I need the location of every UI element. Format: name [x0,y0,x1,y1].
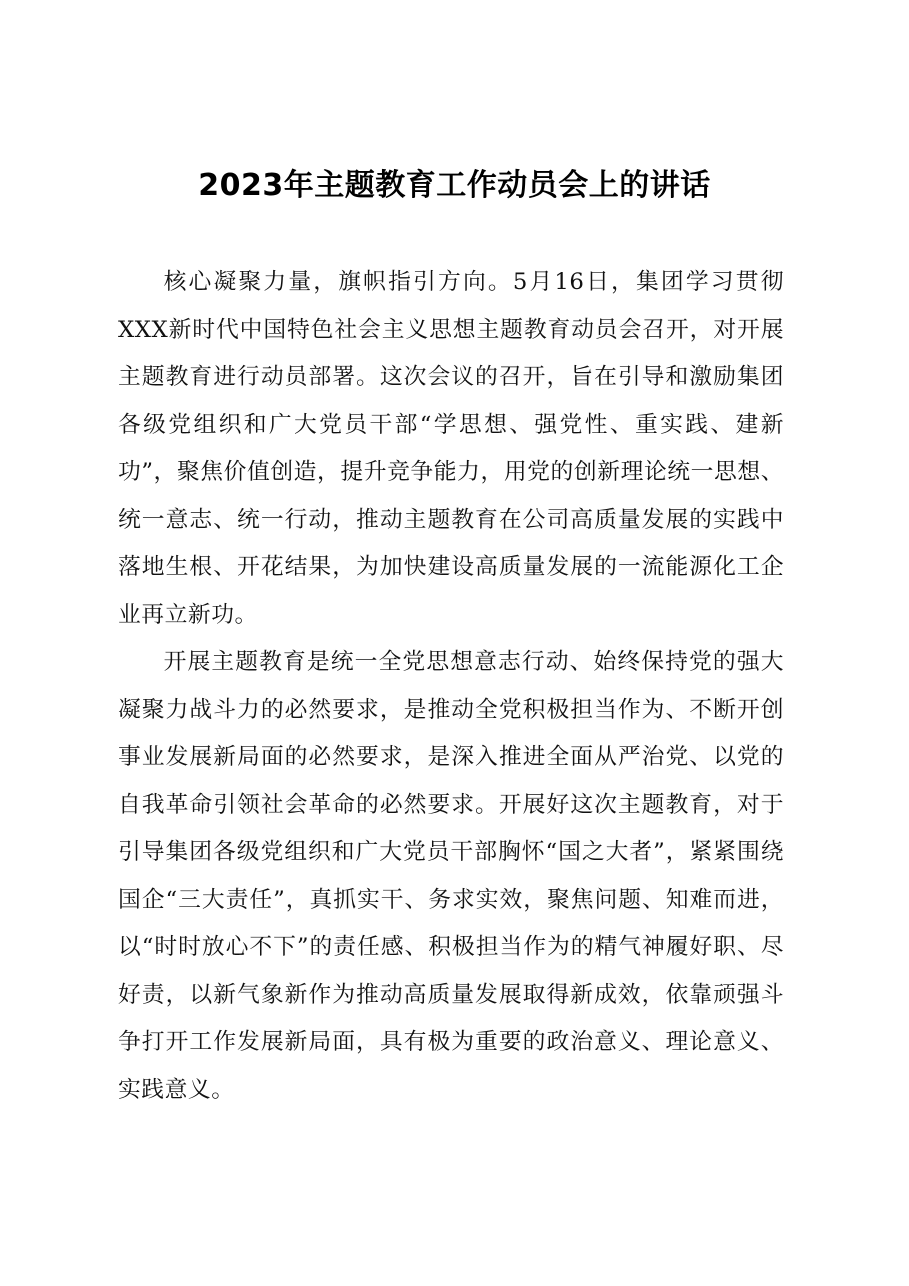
paragraph-2: 开展主题教育是统一全党思想意志行动、始终保持党的强大凝聚力战斗力的必然要求，是推动全党积极担当作为、不断开创事业发展新局面的必然要求，是深入推进全面从严治党、以党的自我革命引领社会革命的必然要求。开展好这次主题教育，对于引导集团各级党组织和广大党员干部胸怀“国之大者”，紧紧围绕国企“三大责任”，真抓实干、务求实效，聚焦问题、知难而进，以“时时放心不下”的责任感、积极担当作为的精气神履好职、尽好责，以新气象新作为推动高质量发展取得新成效，依靠顽强斗争打开工作发展新局面，具有极为重要的政治意义、理论意义、实践意义。 [118,649,784,1103]
document-title: 2023年主题教育工作动员会上的讲话 [198,168,711,203]
document-body [118,259,784,1114]
paragraph-1: 核心凝聚力量，旗帜指引方向。5月16日，集团学习贯彻XXX新时代中国特色社会主义思想主题教育动员会召开，对开展主题教育进行动员部署。这次会议的召开，旨在引导和激励集团各级党组织和广大党员干部“学思想、强党性、重实践、建新功”，聚焦价值创造，提升竞争能力，用党的创新理论统一思想、统一意志、统一行动，推动主题教育在公司高质量发展的实践中落地生根、开花结果，为加快建设高质量发展的一流能源化工企业再立新功。 [118,269,784,628]
